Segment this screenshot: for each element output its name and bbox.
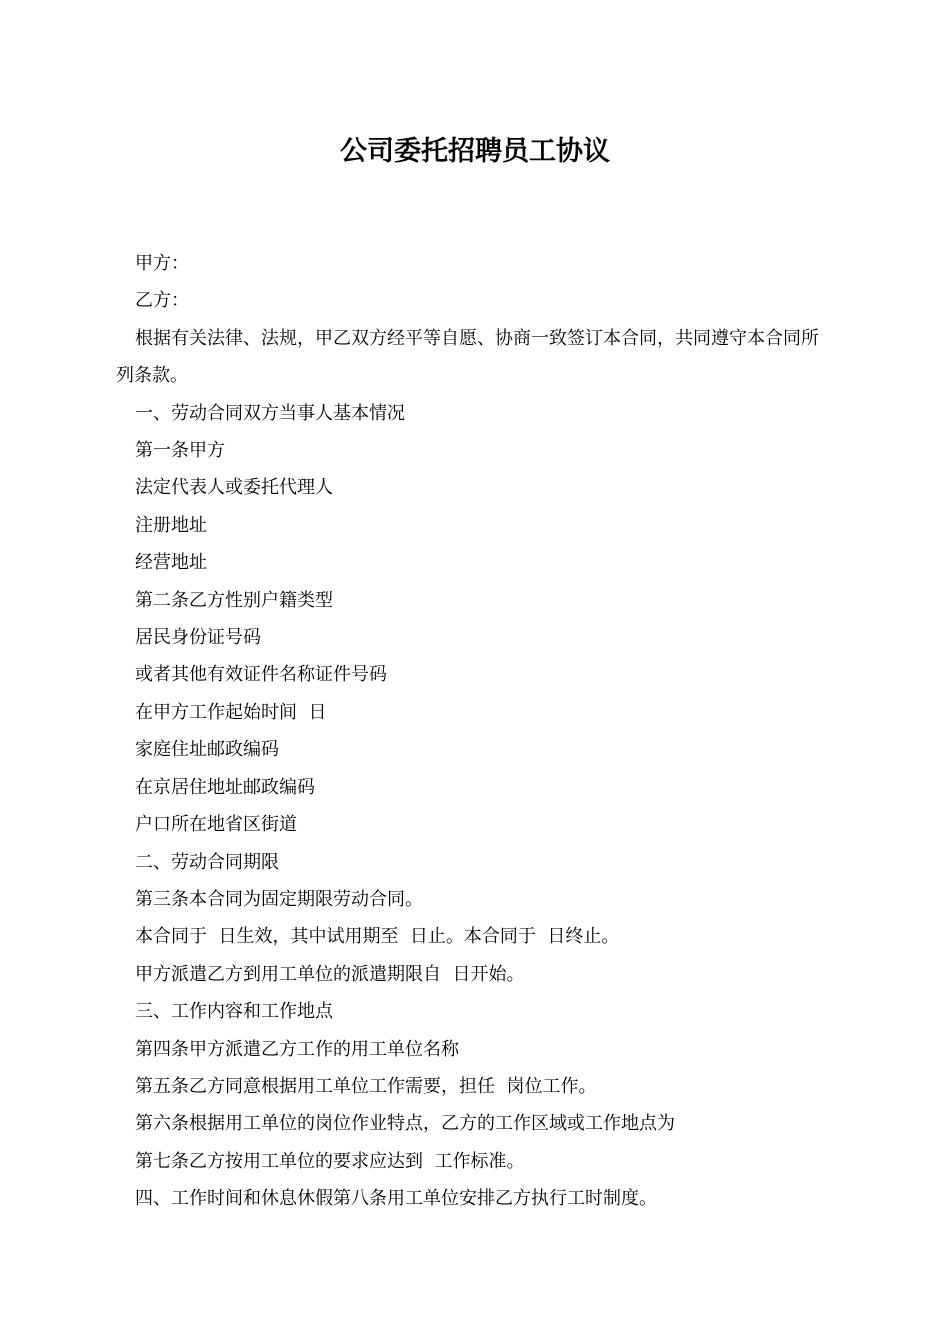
clause-line: 户口所在地省区街道 [135,814,297,836]
section-heading: 四、工作时间和休息休假第八条用工单位安排乙方执行工时制度。 [135,1188,657,1210]
clause-line: 第七条乙方按用工单位的要求应达到 工作标准。 [135,1150,525,1172]
party-a-line: 甲方： [135,253,189,274]
preamble-paragraph: 根据有关法律、法规，甲乙双方经平等自愿、协商一致签订本合同，共同遵守本合同所列条款。 [116,327,819,387]
clause-line: 第二条乙方性别户籍类型 [135,589,333,611]
clause-line: 第三条本合同为固定期限劳动合同。 [135,888,423,910]
clause-line: 甲方派遣乙方到用工单位的派遣期限自 日开始。 [135,963,525,985]
clause-line: 第一条甲方 [135,440,225,462]
section-heading: 三、工作内容和工作地点 [135,1001,333,1023]
clause-line: 第六条根据用工单位的岗位作业特点，乙方的工作区域或工作地点为 [135,1113,675,1135]
section-heading: 一、劳动合同双方当事人基本情况 [135,402,405,424]
clause-line: 或者其他有效证件名称证件号码 [135,664,387,686]
clause-line: 第四条甲方派遣乙方工作的用工单位名称 [135,1038,459,1060]
clause-line: 注册地址 [135,514,207,536]
clause-line: 法定代表人或委托代理人 [135,477,333,499]
clause-line: 经营地址 [135,552,207,574]
clause-line: 在京居住地址邮政编码 [135,776,315,798]
clause-line: 居民身份证号码 [135,627,261,649]
clause-line: 家庭住址邮政编码 [135,739,279,761]
party-b-line: 乙方： [135,290,189,312]
clause-line: 第五条乙方同意根据用工单位工作需要，担任 岗位工作。 [135,1075,597,1097]
section-heading: 二、劳动合同期限 [135,851,279,873]
clause-line: 在甲方工作起始时间 日 [135,701,327,723]
document-title: 公司委托招聘员工协议 [340,136,610,167]
clause-line: 本合同于 日生效，其中试用期至 日止。本合同于 日终止。 [135,926,620,948]
document-body [116,245,836,1218]
